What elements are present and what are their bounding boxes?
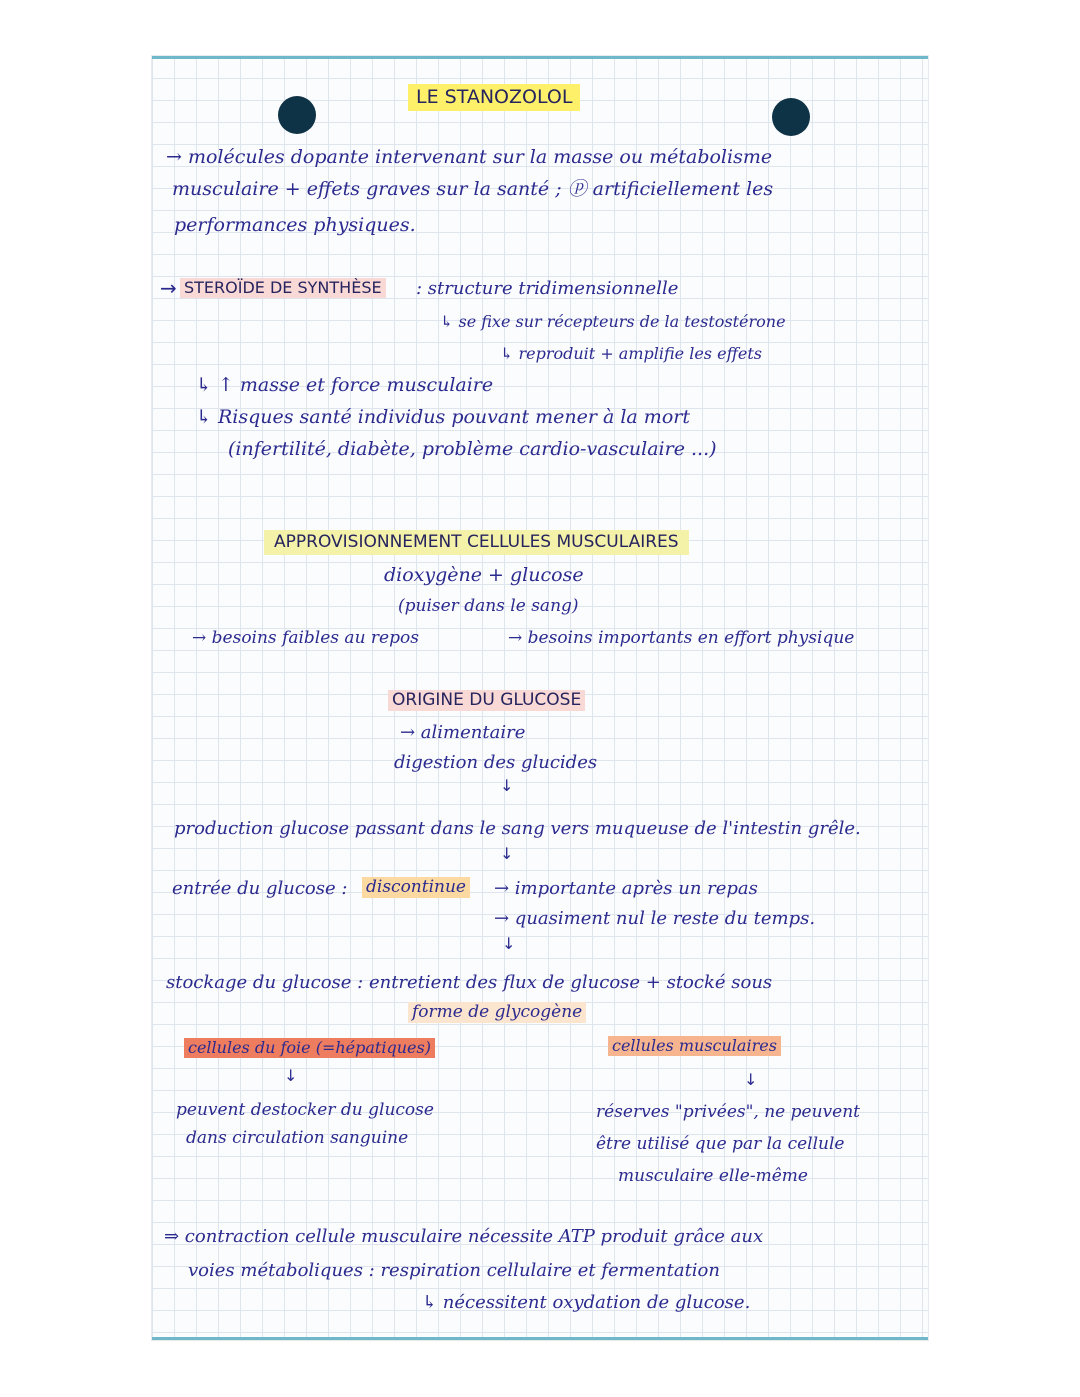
conclusion-line-2: voies métaboliques : respiration cellulaire et fermentation <box>188 1260 720 1281</box>
page-title: LE STANOZOLOL <box>408 84 580 111</box>
steroid-point-1: ↳ ↑ masse et force musculaire <box>196 374 494 396</box>
steroid-sub-1: ↳ se fixe sur récepteurs de la testostérone <box>440 312 786 331</box>
down-arrow-3: ↓ <box>502 934 516 953</box>
supply-line-2: (puiser dans le sang) <box>398 596 579 616</box>
supply-left: → besoins faibles au repos <box>192 628 419 648</box>
conclusion-line-1: ⇒ contraction cellule musculaire nécessite ATP produit grâce aux <box>164 1226 764 1247</box>
steroid-label: STEROÏDE DE SYNTHÈSE <box>180 278 386 298</box>
steroid-point-3: (infertilité, diabète, problème cardio-vasculaire ...) <box>228 438 717 460</box>
entry-highlight: discontinue <box>362 877 470 898</box>
punch-hole-left <box>278 96 316 134</box>
steroid-arrow: → <box>160 276 177 300</box>
muscle-note-1: réserves "privées", ne peuvent <box>596 1102 860 1122</box>
steroid-point-2: ↳ Risques santé individus pouvant mener à la mort <box>196 406 690 428</box>
conclusion-line-3: ↳ nécessitent oxydation de glucose. <box>422 1292 751 1313</box>
intro-line-3: performances physiques. <box>174 214 416 236</box>
entry-text: entrée du glucose : <box>172 878 348 899</box>
intro-line-1: → molécules dopante intervenant sur la masse ou métabolisme <box>166 146 773 168</box>
liver-note-2: dans circulation sanguine <box>186 1128 409 1148</box>
origin-line-2: digestion des glucides <box>394 752 598 773</box>
supply-title: APPROVISIONNEMENT CELLULES MUSCULAIRES <box>264 530 689 555</box>
origin-title: ORIGINE DU GLUCOSE <box>388 690 585 711</box>
intro-line-2: musculaire + effets graves sur la santé ; ⓟ artificiellement les <box>172 178 774 200</box>
muscle-cells-label: cellules musculaires <box>608 1036 781 1056</box>
muscle-note-3: musculaire elle-même <box>618 1166 808 1186</box>
muscle-note-2: être utilisé que par la cellule <box>596 1134 845 1154</box>
production-text: production glucose passant dans le sang vers muqueuse de l'intestin grêle. <box>174 818 861 839</box>
liver-note-1: peuvent destocker du glucose <box>176 1100 434 1120</box>
down-arrow-muscle: ↓ <box>744 1070 758 1089</box>
storage-text: stockage du glucose : entretient des flux de glucose + stocké sous <box>166 972 773 993</box>
supply-right: → besoins importants en effort physique <box>508 628 855 648</box>
origin-line-1: → alimentaire <box>400 722 526 743</box>
supply-line-1: dioxygène + glucose <box>384 564 584 586</box>
storage-form: forme de glycogène <box>408 1002 586 1023</box>
down-arrow-liver: ↓ <box>284 1066 298 1085</box>
punch-hole-right <box>772 98 810 136</box>
steroid-text: : structure tridimensionnelle <box>416 278 679 299</box>
steroid-sub-2: ↳ reproduit + amplifie les effets <box>500 344 763 363</box>
liver-cells-label: cellules du foie (=hépatiques) <box>184 1038 435 1058</box>
down-arrow-1: ↓ <box>500 776 514 795</box>
entry-note-1: → importante après un repas <box>494 878 758 899</box>
down-arrow-2: ↓ <box>500 844 514 863</box>
entry-note-2: → quasiment nul le reste du temps. <box>494 908 816 929</box>
